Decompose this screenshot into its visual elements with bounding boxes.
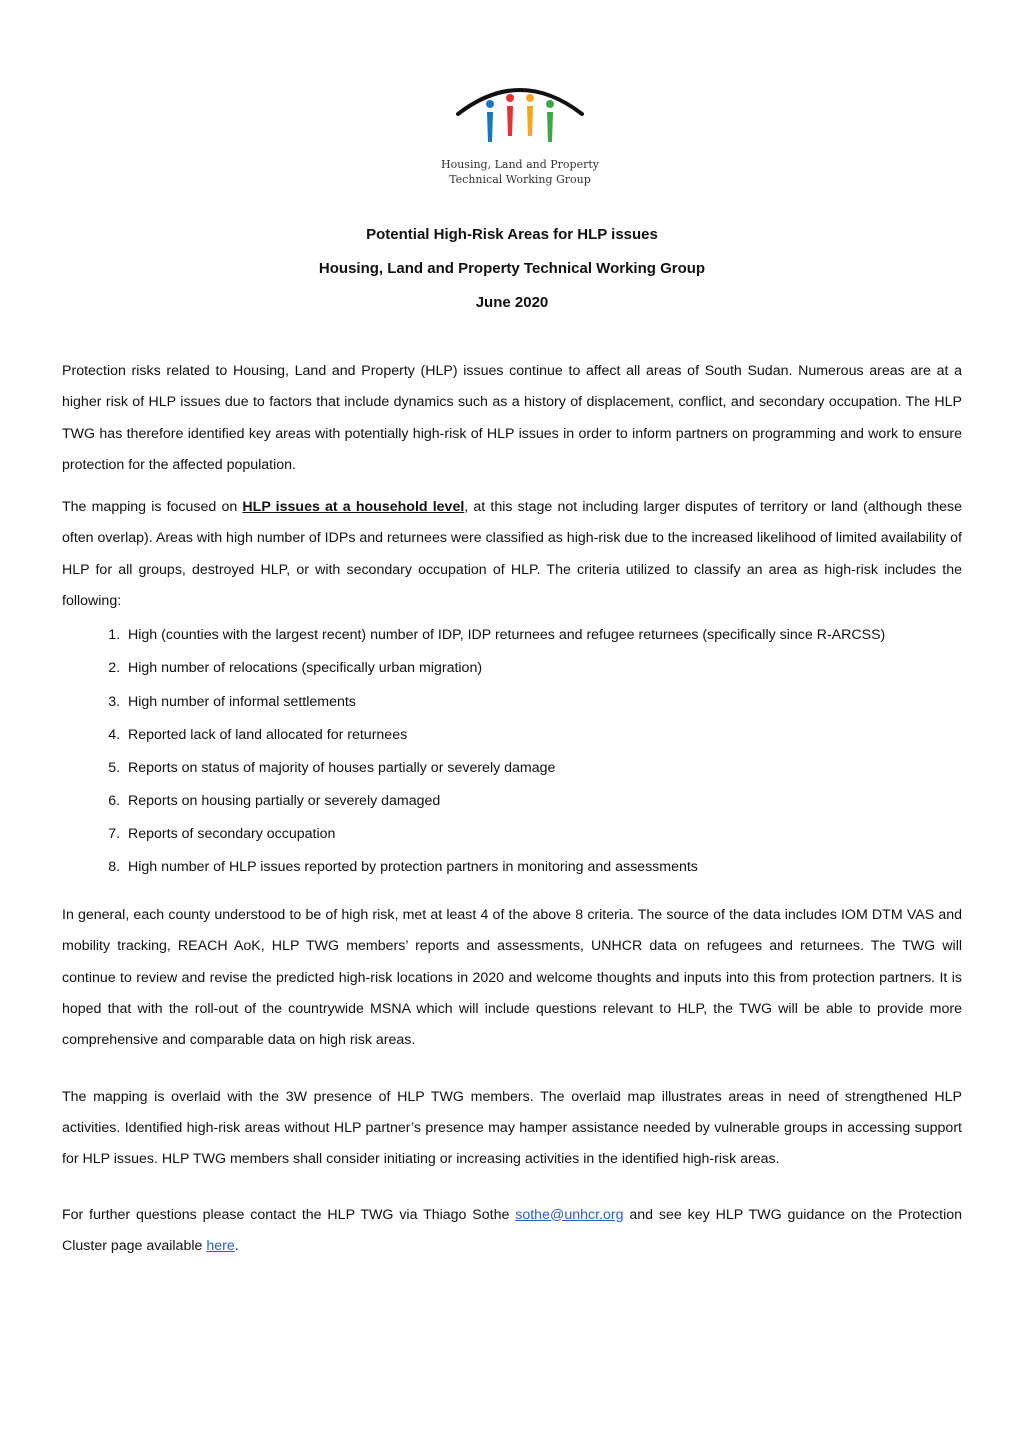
criteria-item: 8. High number of HLP issues reported by protection partners in monitoring and assessments: [124, 851, 962, 884]
contact-prefix: For further questions please contact the HLP TWG via Thiago Sothe: [62, 1206, 516, 1223]
hlp-twg-logo: [430, 78, 610, 194]
mapping-suffix: , at this stage not including larger disputes of territory or land (although these often overlap). Areas with high number of IDPs and returnees were classified as high-risk due to the increased likelihood of limited availability of HLP for all groups, destroyed HLP, or with secondary occupation of HLP. The criteria utilized to classify an area as high-risk includes the following:: [62, 499, 962, 610]
criteria-item: 5. Reports on status of majority of houses partially or severely damage: [124, 752, 962, 785]
logo-line-1: Housing, Land and Property: [441, 158, 599, 171]
criteria-item: 3. High number of informal settlements: [124, 686, 962, 719]
people-arc-icon: [430, 78, 610, 162]
document-title: Potential High-Risk Areas for HLP issues: [366, 226, 658, 243]
contact-middle: and see key HLP TWG guidance on the Protection Cluster page available: [62, 1206, 963, 1254]
document-header: [0, 222, 1024, 324]
criteria-item: 7. Reports of secondary occupation: [124, 818, 962, 851]
document-body: [62, 356, 962, 1262]
mapping-paragraph: [62, 492, 962, 617]
intro-paragraph: Protection risks related to Housing, Land and Property (HLP) issues continue to affect all areas of South Sudan. Numerous areas are at a higher risk of HLP issues due to factors that include dynamics such as a history of displacement, conflict, and secondary occupation. The HLP TWG has therefore identified key areas with potentially high-risk of HLP issues in order to inform partners on programming and work to ensure protection for the affected population.: [62, 363, 962, 473]
person-figure-icon: [526, 94, 534, 136]
document-subtitle: Housing, Land and Property Technical Working Group: [318, 260, 706, 277]
person-figure-icon: [546, 100, 554, 142]
criteria-item: 2. High number of relocations (specifically urban migration): [124, 652, 962, 685]
document-date: June 2020: [475, 294, 549, 311]
person-figure-icon: [506, 94, 514, 136]
mapping-emphasis: HLP issues at a household level: [242, 499, 465, 516]
criteria-item: 1. High (counties with the largest recent) number of IDP, IDP returnees and refugee returnees (specifically since R-ARCSS): [124, 619, 962, 652]
contact-email-link[interactable]: sothe@unhcr.org: [515, 1206, 624, 1223]
mapping-prefix: The mapping is focused on: [62, 499, 243, 516]
contact-suffix: .: [234, 1237, 239, 1254]
logo-line-2: Technical Working Group: [449, 173, 591, 186]
criteria-item: 4. Reported lack of land allocated for returnees: [124, 719, 962, 752]
person-figure-icon: [486, 100, 494, 142]
contact-paragraph: [62, 1200, 962, 1263]
overlay-paragraph: The mapping is overlaid with the 3W presence of HLP TWG members. The overlaid map illustrates areas in need of strengthened HLP activities. Identified high-risk areas without HLP partner’s presence may hamper assistance needed by vulnerable groups in accessing support for HLP issues. HLP TWG members shall consider initiating or increasing activities in the identified high-risk areas.: [62, 1088, 962, 1168]
criteria-list: [62, 619, 962, 884]
criteria-item: 6. Reports on housing partially or severely damaged: [124, 785, 962, 818]
protection-cluster-link[interactable]: here: [206, 1237, 235, 1254]
general-paragraph: In general, each county understood to be of high risk, met at least 4 of the above 8 criteria. The source of the data includes IOM DTM VAS and mobility tracking, REACH AoK, HLP TWG members’ reports and assessments, UNHCR data on refugees and returnees. The TWG will continue to review and revise the predicted high-risk locations in 2020 and welcome thoughts and inputs into this from protection partners. It is hoped that with the roll-out of the countrywide MSNA which will include questions relevant to HLP, the TWG will be able to provide more comprehensive and comparable data on high risk areas.: [62, 907, 962, 1049]
